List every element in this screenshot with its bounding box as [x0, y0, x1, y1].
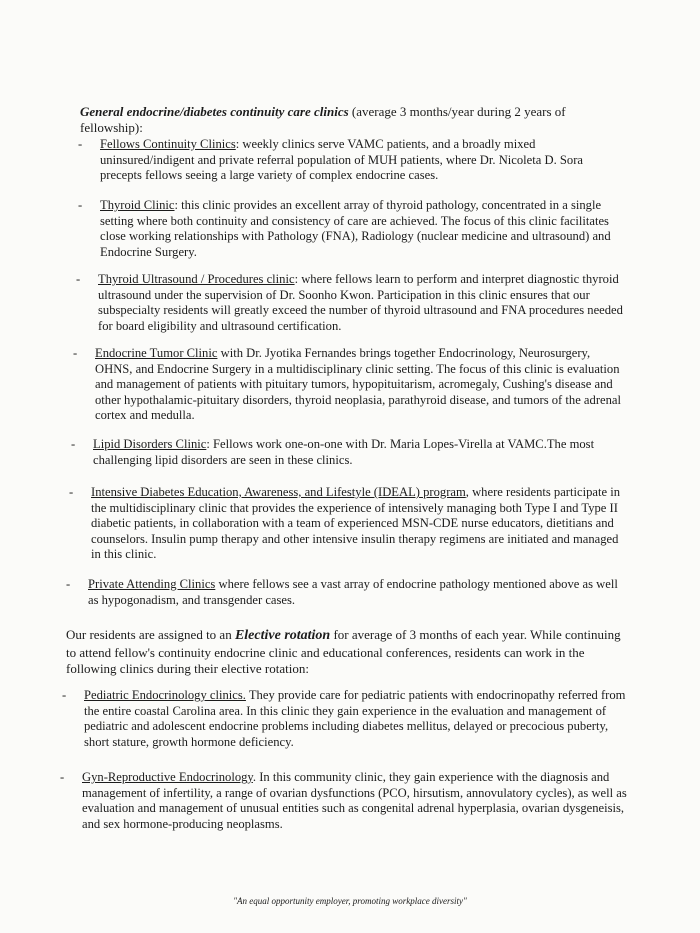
item-title: Endocrine Tumor Clinic — [95, 346, 218, 360]
item-text: where fellows see a vast array of endocrine pathology mentioned above as well as hypogonadism, and transgender cases. — [88, 577, 618, 607]
bullet-dash: - — [78, 198, 83, 212]
item-sep: . — [252, 770, 257, 784]
item-title: Thyroid Clinic — [100, 198, 175, 212]
item-title: Thyroid Ultrasound / Procedures clinic — [98, 272, 295, 286]
bullet-dash: - — [73, 346, 78, 360]
item-text: They provide care for pediatric patients with endocrinopathy referred from the entire coastal Carolina area. In this clinic they gain experience in the evaluation and management of pediatric and adolescent endocrine problems including diabetes mellitus, delayed or precocious puberty, short stature, growth hormone deficiency. — [84, 688, 626, 749]
intro-heading: General endocrine/diabetes continuity care clinics — [80, 104, 349, 119]
list-item-lipid-disorders — [71, 437, 628, 468]
elective-pre: Our residents are assigned to an — [66, 627, 235, 642]
bullet-dash: - — [62, 688, 67, 702]
intro-text: (average 3 months/year during 2 years of fellowship): — [80, 104, 566, 135]
bullet-dash: - — [60, 770, 65, 784]
bullet-dash: - — [71, 437, 76, 451]
list-item-ideal-program — [69, 485, 628, 563]
list-item-thyroid-clinic — [78, 198, 628, 260]
item-title: Private Attending Clinics — [88, 577, 216, 591]
bullet-dash: - — [66, 577, 71, 591]
item-title: Intensive Diabetes Education, Awareness, and Lifestyle (IDEAL) program — [91, 485, 466, 499]
bullet-dash: - — [76, 272, 81, 286]
item-sep: : — [206, 437, 210, 451]
item-title: Fellows Continuity Clinics — [100, 137, 236, 151]
item-title: Pediatric Endocrinology clinics. — [84, 688, 246, 702]
item-text: where residents participate in the multidisciplinary clinic that provides the experience of intensively managing both Type I and Type II diabetic patients, in collaboration with a team of experienced MSN-CDE nurse educators, dietitians and counselors. Insulin pump therapy and other intensive insulin therapy regimens are initiated and managed in this clinic. — [91, 485, 621, 562]
item-text: Fellows work one-on-one with Dr. Maria Lopes-Virella at VAMC.The most challenging lipid disorders are seen in these clinics. — [93, 437, 595, 467]
elective-rotation-emphasis: Elective rotation — [234, 628, 331, 643]
item-text: with Dr. Jyotika Fernandes brings together Endocrinology, Neurosurgery, OHNS, and Endocrine Surgery in a multidisciplinary clinic setting. The focus of this clinic is evaluation and management of patients with pituitary tumors, hypopituitarism, acromegaly, Cushing's disease and other hypothalamic-pituitary disorders, thyroid neoplasia, parathyroid disease, and tumors of the adrenal cortex and medulla. — [95, 346, 621, 423]
item-title: Gyn-Reproductive Endocrinology — [82, 770, 253, 784]
list-item-endocrine-tumor — [73, 346, 628, 424]
bullet-dash: - — [78, 137, 83, 151]
list-item-fellows-continuity — [78, 137, 628, 184]
item-text: this clinic provides an excellent array of thyroid pathology, concentrated in a single setting where both continuity and consistency of care are achieved. The focus of this clinic facilitates close working relationships with Pathology (FNA), Radiology (nuclear medicine and ultrasound) and Endocrine Surgery. — [100, 198, 611, 259]
list-item-gyn-reproductive — [60, 770, 628, 832]
list-item-pediatric-endocrinology — [62, 688, 628, 750]
item-sep: : — [235, 137, 240, 151]
item-text: weekly clinics serve VAMC patients, and a broadly mixed uninsured/indigent and private referral population of MUH patients, where Dr. Nicoleta D. Sora precepts fellows seeing a large variety of complex endocrine cases. — [100, 137, 583, 183]
item-sep: , — [465, 485, 469, 499]
list-item-thyroid-ultrasound — [76, 272, 628, 334]
item-sep: : — [174, 198, 179, 212]
bullet-dash: - — [69, 485, 74, 499]
footer-tagline: "An equal opportunity employer, promoting workplace diversity" — [233, 896, 467, 906]
item-text: where fellows learn to perform and interpret diagnostic thyroid ultrasound under the supervision of Dr. Soonho Kwon. Participation in this clinic ensures that our subspecialty residents will greatly exceed the number of thyroid ultrasound and FNA procedures needed for board eligibility and ultrasound certification. — [98, 272, 623, 333]
item-title: Lipid Disorders Clinic — [93, 437, 207, 451]
elective-post: for average of 3 months of each year. While continuing to attend fellow's continuity endocrine clinic and educational conferences, residents can work in the following clinics during their elective rotation: — [66, 627, 621, 676]
list-item-private-attending — [66, 577, 628, 608]
intro-paragraph — [80, 104, 628, 136]
elective-paragraph — [66, 627, 628, 678]
item-sep: : — [294, 272, 299, 286]
item-text: In this community clinic, they gain experience with the diagnosis and management of infertility, a range of ovarian dysfunctions (PCO, hirsutism, annovulatory cycles), as well as evaluation and management of unusual entities such as congenital adrenal hyperplasia, ovarian dysgeneisis, and sex hormone-producing neoplasms. — [82, 770, 627, 831]
